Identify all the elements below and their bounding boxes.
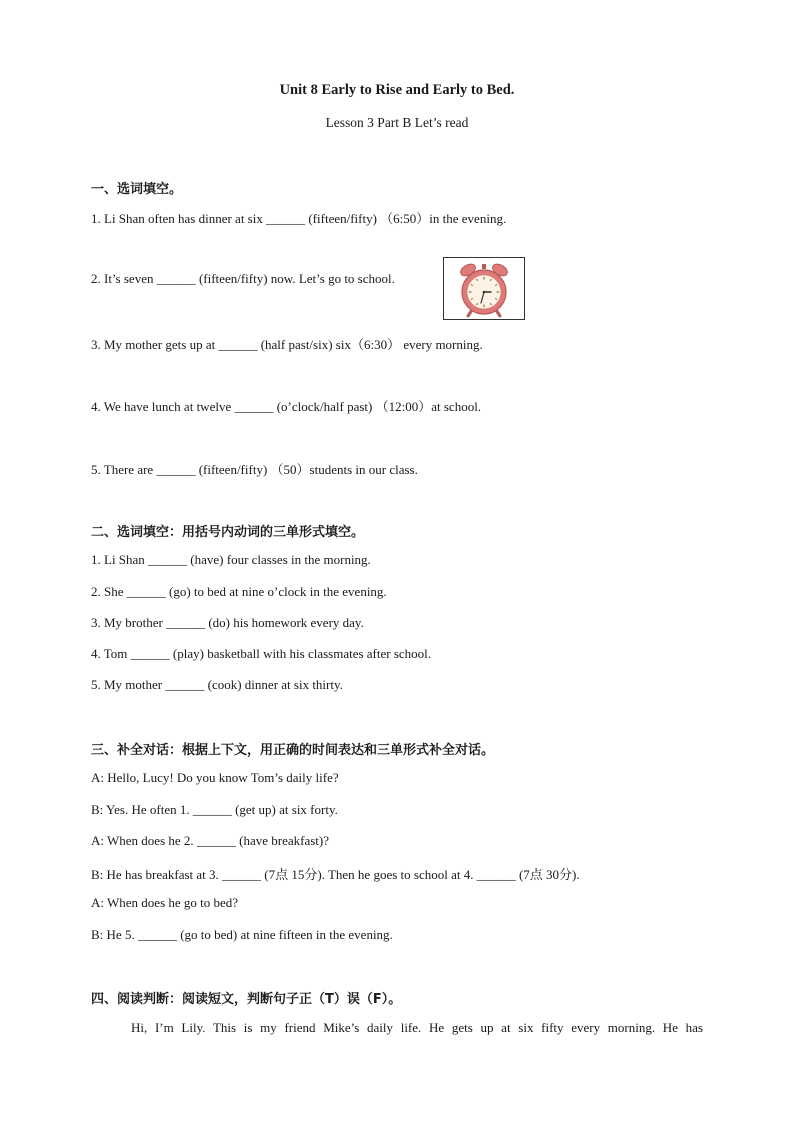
dialogue-line-2: B: Yes. He often 1. ______ (get up) at six forty. xyxy=(91,802,338,817)
section1-item-5: 5. There are ______ (fifteen/fifty) （50）students in our class. xyxy=(91,462,418,477)
dialogue-line-6: B: He 5. ______ (go to bed) at nine fifteen in the evening. xyxy=(91,927,393,942)
section1-heading: 一、选词填空。 xyxy=(91,182,183,197)
dialogue-line-4: B: He has breakfast at 3. ______ (7点 15分). Then he goes to school at 4. ______ (7点 30分). xyxy=(91,867,580,882)
section2-item-3: 3. My brother ______ (do) his homework every day. xyxy=(91,615,364,630)
section2-item-4: 4. Tom ______ (play) basketball with his classmates after school. xyxy=(91,646,432,661)
dialogue-line-5: A: When does he go to bed? xyxy=(91,895,239,910)
section3-heading: 三、补全对话：根据上下文，用正确的时间表达和三单形式补全对话。 xyxy=(91,743,495,758)
alarm-clock-icon xyxy=(444,258,524,319)
dialogue-line-3: A: When does he 2. ______ (have breakfast)? xyxy=(91,833,330,848)
section2-heading: 二、选词填空：用括号内动词的三单形式填空。 xyxy=(91,525,365,540)
section2-item-2: 2. She ______ (go) to bed at nine o’clock in the evening. xyxy=(91,584,387,599)
section2-item-5: 5. My mother ______ (cook) dinner at six thirty. xyxy=(91,677,343,692)
section1-item-1: 1. Li Shan often has dinner at six ______ (fifteen/fifty) （6:50）in the evening. xyxy=(91,211,507,226)
page-title: Unit 8 Early to Rise and Early to Bed. xyxy=(279,82,515,98)
section1-item-2: 2. It’s seven ______ (fifteen/fifty) now. Let’s go to school. xyxy=(91,271,395,286)
page-subtitle: Lesson 3 Part B Let’s read xyxy=(325,115,469,130)
section2-item-1: 1. Li Shan ______ (have) four classes in the morning. xyxy=(91,552,371,567)
section1-item-4: 4. We have lunch at twelve ______ (o’clock/half past) （12:00）at school. xyxy=(91,399,482,414)
reading-paragraph: Hi, I’m Lily. This is my friend Mike’s daily life. He gets up at six fifty every morning. He has xyxy=(131,1020,703,1035)
section1-item-3: 3. My mother gets up at ______ (half past/six) six（6:30） every morning. xyxy=(91,337,483,352)
alarm-clock-image xyxy=(443,257,525,320)
section4-heading: 四、阅读判断：阅读短文，判断句子正（T）误（F）。 xyxy=(91,992,402,1007)
dialogue-line-1: A: Hello, Lucy! Do you know Tom’s daily life? xyxy=(91,770,339,785)
